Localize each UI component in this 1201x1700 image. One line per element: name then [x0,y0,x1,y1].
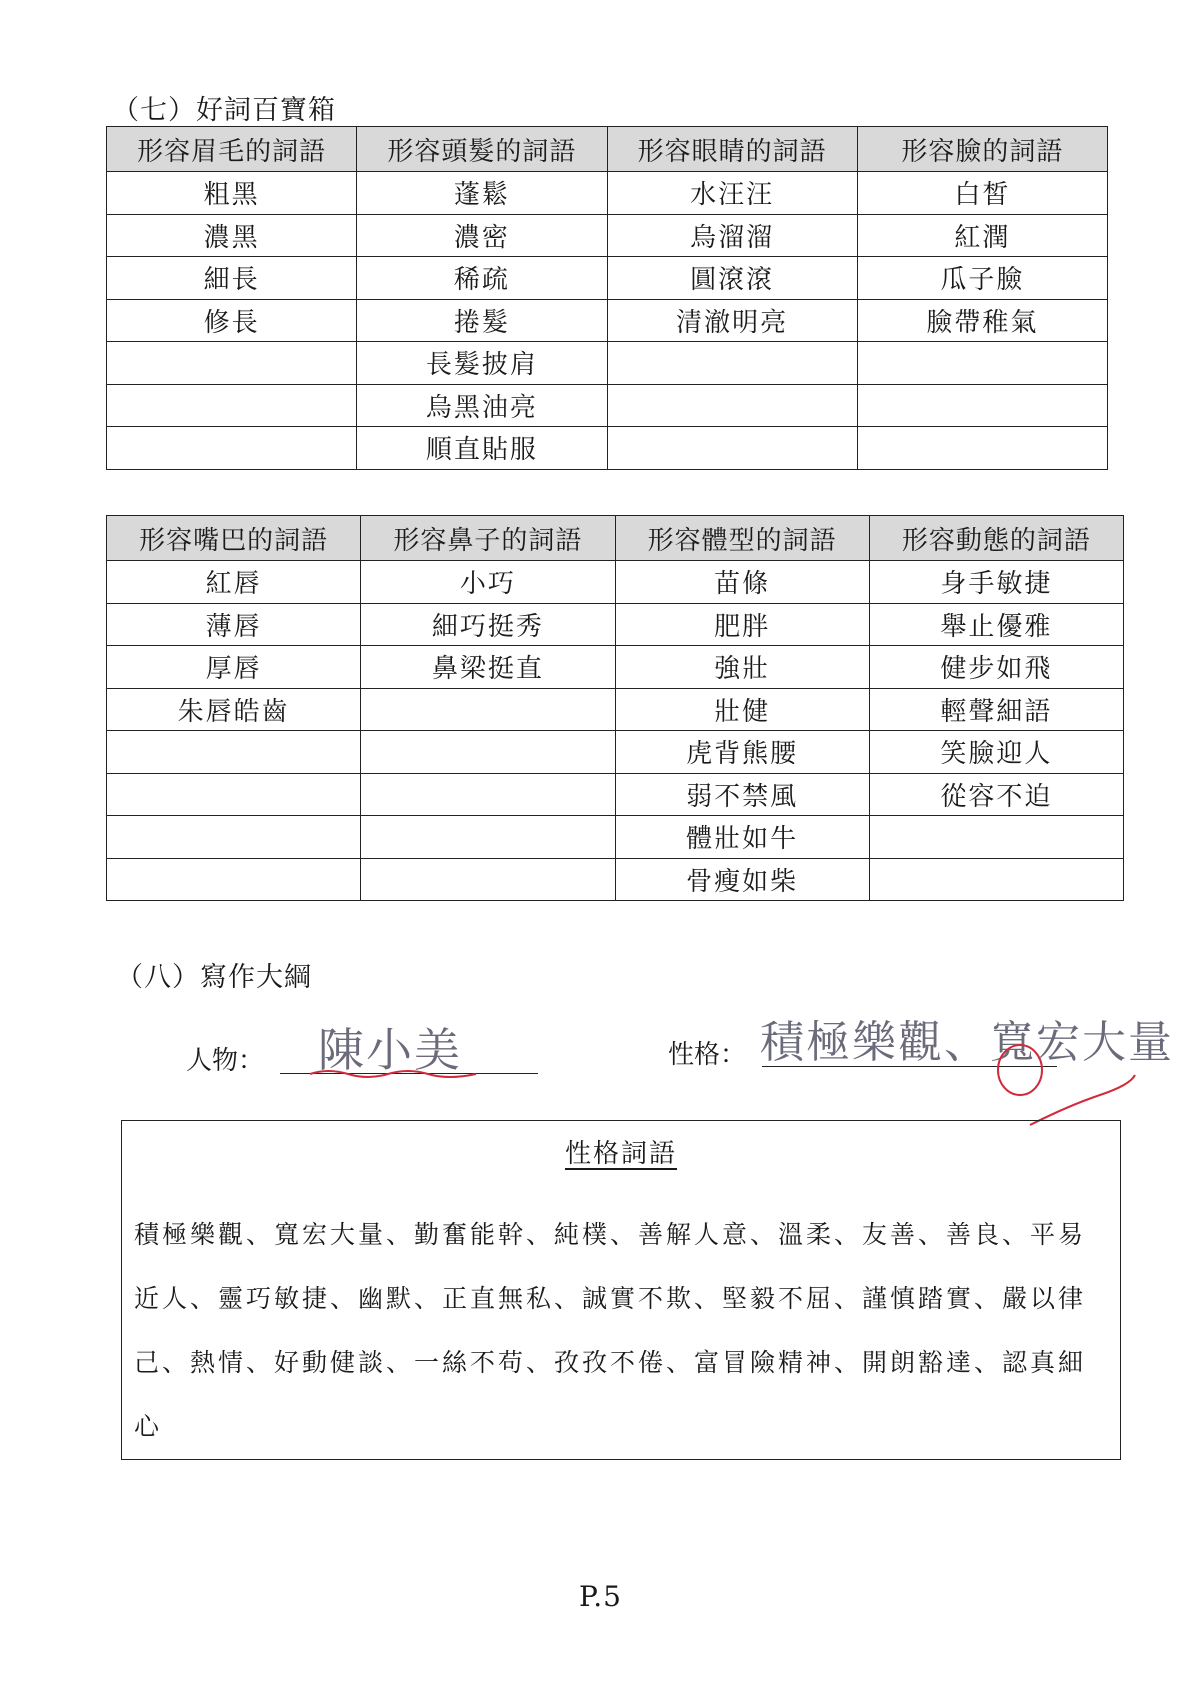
table-row [107,384,1108,427]
word-table-face [106,126,1108,470]
person-label: 人物： [186,1046,265,1076]
personality-handwritten: 積極樂觀、寬宏大量 [760,1017,1174,1068]
page-number: P.5 [579,1580,622,1613]
table-cell: 清澈明亮 [607,299,857,342]
table-cell: 粗黑 [107,172,357,215]
table-cell [857,427,1107,470]
column-header: 形容體型的詞語 [615,516,869,561]
table-cell: 濃黑 [107,214,357,257]
table-cell: 朱唇皓齒 [107,688,361,731]
box-title: 性格詞語 [564,1139,677,1169]
table-cell [361,688,615,731]
table-cell: 修長 [107,299,357,342]
table-cell: 輕聲細語 [869,688,1123,731]
red-correction-mark [990,1025,1140,1135]
table-cell: 從容不迫 [869,773,1123,816]
word-table-body [106,515,1124,901]
table-row [107,646,1124,689]
table-cell [361,731,615,774]
table-row [107,342,1108,385]
table-row [107,731,1124,774]
personality-label: 性格： [668,1040,747,1070]
column-header: 形容動態的詞語 [869,516,1123,561]
personality-words-text: 積極樂觀、寬宏大量、勤奮能幹、純樸、善解人意、溫柔、友善、善良、平易近人、靈巧敏捷、幽默、正直無私、誠實不欺、堅毅不屈、謹慎踏實、嚴以律己、熱情、好動健談、一絲不苟、孜孜不倦、富冒險精神、開朗豁達、認真細心 [134,1220,1087,1441]
table-cell: 虎背熊腰 [615,731,869,774]
table-row [107,172,1108,215]
table-cell: 圓滾滾 [607,257,857,300]
table-cell [869,858,1123,901]
table-cell [107,427,357,470]
table-cell: 體壯如牛 [615,816,869,859]
table-cell [107,773,361,816]
table-cell: 紅潤 [857,214,1107,257]
table-cell [607,342,857,385]
table-header-row [107,127,1108,172]
table-cell: 強壯 [615,646,869,689]
table-cell: 舉止優雅 [869,603,1123,646]
table-cell [361,858,615,901]
red-wavy-underline [308,1066,478,1080]
table-row [107,299,1108,342]
table-cell: 細巧挺秀 [361,603,615,646]
table-cell [607,427,857,470]
table-cell: 水汪汪 [607,172,857,215]
table-cell [869,816,1123,859]
table-cell: 白皙 [857,172,1107,215]
column-header: 形容嘴巴的詞語 [107,516,361,561]
column-header: 形容眼睛的詞語 [607,127,857,172]
column-header: 形容臉的詞語 [857,127,1107,172]
table-cell: 身手敏捷 [869,561,1123,604]
table-cell: 臉帶稚氣 [857,299,1107,342]
column-header: 形容鼻子的詞語 [361,516,615,561]
table-cell: 肥胖 [615,603,869,646]
table-cell: 弱不禁風 [615,773,869,816]
table-cell: 細長 [107,257,357,300]
table-cell [107,731,361,774]
table-cell: 烏黑油亮 [357,384,607,427]
table-row [107,773,1124,816]
table-row [107,561,1124,604]
table-cell [857,342,1107,385]
table-cell: 鼻梁挺直 [361,646,615,689]
table-cell [361,773,615,816]
table-cell: 小巧 [361,561,615,604]
table-cell [107,384,357,427]
table-cell [107,858,361,901]
table-cell: 厚唇 [107,646,361,689]
section-7-title: （七）好詞百寶箱 [112,95,336,126]
section-8-title: （八）寫作大綱 [116,962,312,993]
table-cell: 笑臉迎人 [869,731,1123,774]
table-cell: 紅唇 [107,561,361,604]
table-cell: 濃密 [357,214,607,257]
table-row [107,214,1108,257]
person-handwritten: 陳小美 [318,1023,462,1077]
table-cell [107,342,357,385]
table-cell: 蓬鬆 [357,172,607,215]
column-header: 形容頭髮的詞語 [357,127,607,172]
column-header: 形容眉毛的詞語 [107,127,357,172]
table-cell [857,384,1107,427]
table-row [107,688,1124,731]
table-cell: 壯健 [615,688,869,731]
table-cell [607,384,857,427]
table-row [107,603,1124,646]
table-cell: 健步如飛 [869,646,1123,689]
table-cell: 長髮披肩 [357,342,607,385]
table-row [107,816,1124,859]
table-cell: 烏溜溜 [607,214,857,257]
table-cell [107,816,361,859]
table-row [107,858,1124,901]
table-cell: 順直貼服 [357,427,607,470]
table-cell: 捲髮 [357,299,607,342]
table-header-row [107,516,1124,561]
table-cell: 骨瘦如柴 [615,858,869,901]
table-cell: 苗條 [615,561,869,604]
table-cell [361,816,615,859]
table-row [107,427,1108,470]
personality-words-box [121,1120,1121,1460]
table-row [107,257,1108,300]
table-cell: 稀疏 [357,257,607,300]
table-cell: 瓜子臉 [857,257,1107,300]
table-cell: 薄唇 [107,603,361,646]
